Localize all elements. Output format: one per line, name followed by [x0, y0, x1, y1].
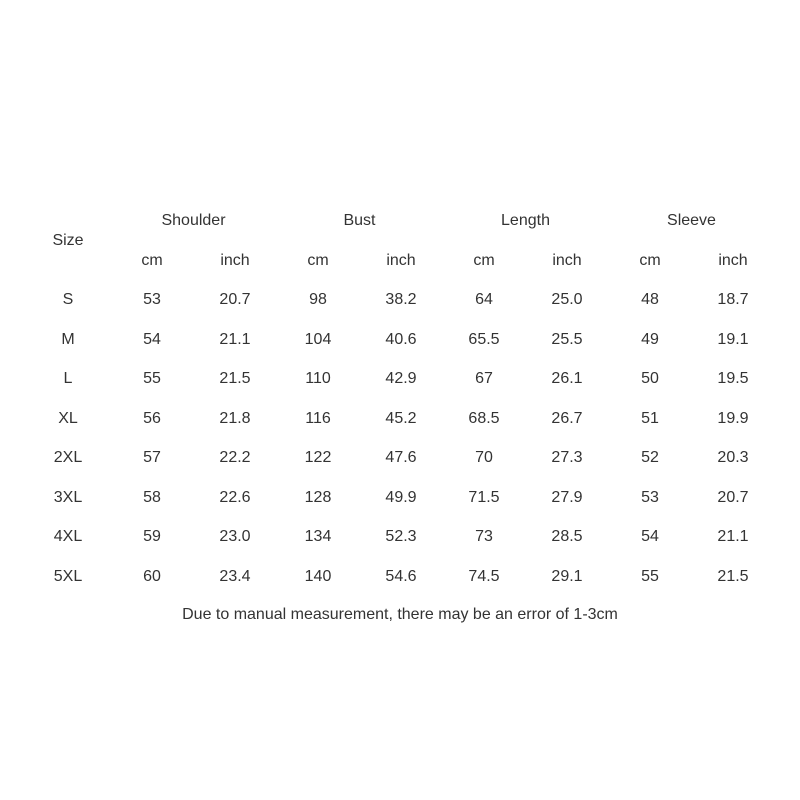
table-cell: 27.9 [551, 488, 583, 506]
table-cell: 74.5 [468, 567, 500, 585]
table-cell: 42.9 [385, 370, 417, 387]
table-cell: 50 [641, 370, 659, 387]
table-cell: 49 [641, 330, 659, 348]
unit-header: inch [220, 252, 250, 269]
size-label: 4XL [53, 528, 83, 545]
table-cell: 116 [305, 409, 331, 427]
table-cell: 70 [475, 449, 493, 466]
table-cell: 140 [304, 567, 332, 585]
table-cell: 19.5 [717, 370, 749, 387]
table-cell: 110 [305, 370, 331, 387]
table-cell: 19.1 [717, 330, 749, 348]
size-label: L [63, 370, 73, 387]
unit-header: cm [473, 252, 495, 269]
table-cell: 22.6 [219, 488, 251, 506]
column-group-header: Length [501, 212, 550, 229]
table-cell: 47.6 [385, 449, 417, 466]
table-cell: 56 [143, 409, 161, 427]
table-cell: 53 [641, 488, 659, 506]
unit-header: cm [639, 252, 661, 269]
table-cell: 23.4 [219, 567, 251, 585]
table-cell: 20.7 [219, 291, 251, 308]
table-cell: 51 [641, 409, 659, 427]
table-cell: 53 [143, 291, 161, 308]
table-cell: 25.0 [551, 291, 583, 308]
table-cell: 38.2 [385, 291, 417, 308]
table-cell: 59 [143, 528, 161, 545]
table-cell: 40.6 [385, 330, 417, 348]
table-cell: 21.8 [219, 409, 251, 427]
table-cell: 128 [304, 488, 332, 506]
unit-header: cm [307, 252, 329, 269]
table-cell: 48 [641, 291, 659, 308]
table-cell: 21.1 [717, 528, 749, 545]
size-label: M [61, 330, 75, 348]
table-cell: 54 [143, 330, 161, 348]
table-cell: 49.9 [385, 488, 417, 506]
table-cell: 29.1 [551, 567, 583, 585]
table-cell: 55 [641, 567, 659, 585]
table-cell: 52.3 [385, 528, 417, 545]
size-label: XL [58, 409, 78, 427]
column-group-header: Bust [343, 212, 376, 229]
table-cell: 54.6 [385, 567, 417, 585]
measurement-note: Due to manual measurement, there may be an error of 1-3cm [182, 606, 618, 623]
table-cell: 26.7 [551, 409, 583, 427]
table-cell: 60 [143, 567, 161, 585]
size-header: Size [52, 232, 84, 249]
table-cell: 122 [304, 449, 332, 466]
table-cell: 67 [475, 370, 493, 387]
size-label: 3XL [53, 488, 83, 506]
table-cell: 22.2 [219, 449, 251, 466]
table-cell: 26.1 [551, 370, 583, 387]
table-cell: 21.1 [219, 330, 251, 348]
table-cell: 104 [304, 330, 332, 348]
size-label: 5XL [53, 567, 83, 585]
table-cell: 98 [309, 291, 327, 308]
table-cell: 20.7 [717, 488, 749, 506]
table-cell: 45.2 [385, 409, 417, 427]
table-cell: 134 [304, 528, 332, 545]
unit-header: inch [386, 252, 416, 269]
unit-header: inch [718, 252, 748, 269]
table-cell: 28.5 [551, 528, 583, 545]
column-group-header: Shoulder [161, 212, 226, 229]
table-cell: 64 [475, 291, 493, 308]
table-cell: 73 [475, 528, 493, 545]
unit-header: cm [141, 252, 163, 269]
table-cell: 21.5 [219, 370, 251, 387]
table-cell: 58 [143, 488, 161, 506]
table-cell: 55 [143, 370, 161, 387]
table-cell: 18.7 [717, 291, 749, 308]
table-cell: 19.9 [717, 409, 749, 427]
size-label: 2XL [53, 449, 83, 466]
table-cell: 23.0 [219, 528, 251, 545]
table-cell: 54 [641, 528, 659, 545]
table-cell: 52 [641, 449, 659, 466]
table-cell: 21.5 [717, 567, 749, 585]
table-cell: 20.3 [717, 449, 749, 466]
column-group-header: Sleeve [667, 212, 716, 229]
table-cell: 27.3 [551, 449, 583, 466]
table-cell: 25.5 [551, 330, 583, 348]
table-cell: 65.5 [468, 330, 500, 348]
size-label: S [62, 291, 74, 308]
unit-header: inch [552, 252, 582, 269]
table-cell: 68.5 [468, 409, 500, 427]
table-cell: 57 [143, 449, 161, 466]
table-cell: 71.5 [468, 488, 500, 506]
